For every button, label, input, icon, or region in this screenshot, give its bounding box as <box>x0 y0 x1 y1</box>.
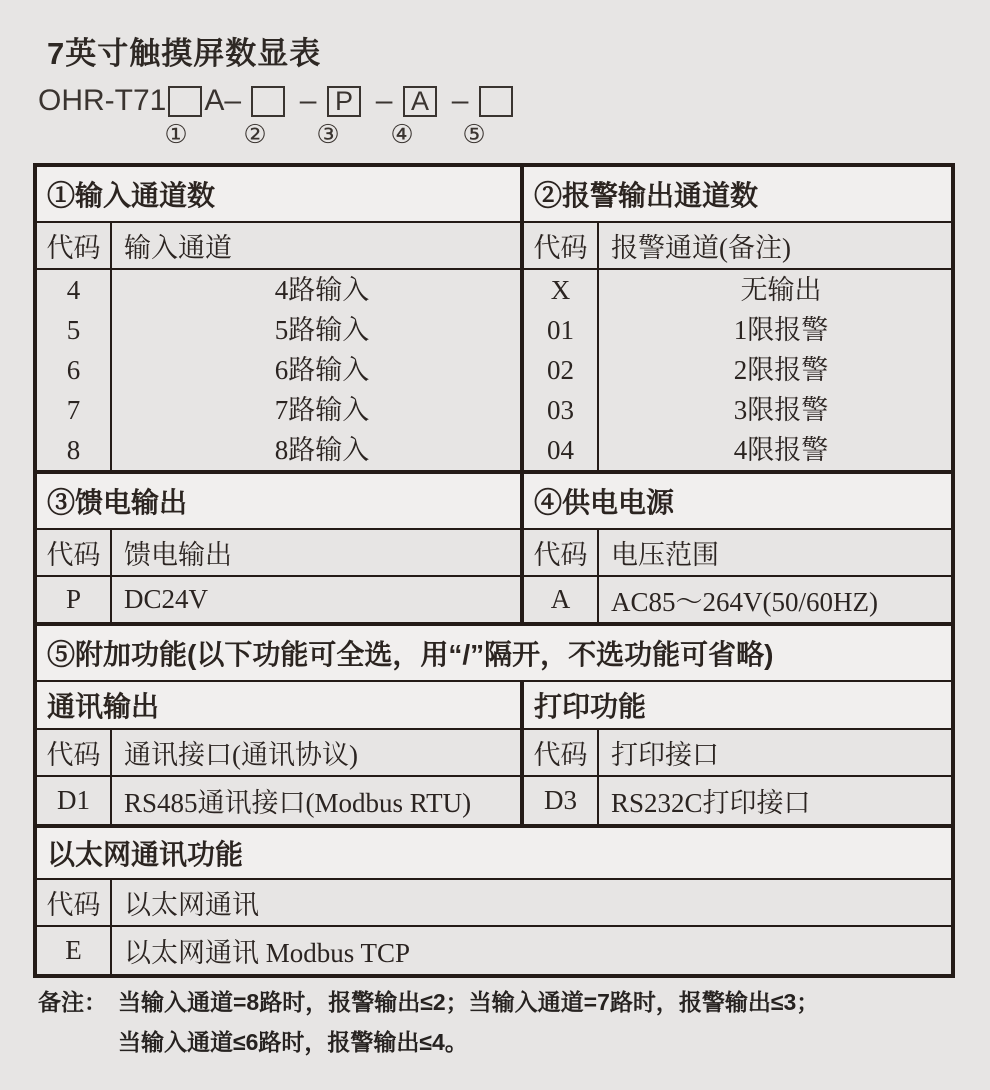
code-value: 03 <box>547 395 574 425</box>
section3-title: ③馈电输出 <box>37 474 524 528</box>
model-box-5 <box>479 86 513 117</box>
column-header-row-comm-print <box>37 728 951 775</box>
section-header-row-3-4 <box>37 470 951 528</box>
model-dash-3: – <box>451 84 469 117</box>
model-box-1 <box>168 86 202 117</box>
desc-value: 7路输入 <box>274 395 370 425</box>
subheader-row-comm-print <box>37 680 951 728</box>
section-header-row-1-2 <box>37 167 951 221</box>
code-value: E <box>37 927 112 974</box>
model-box-4: A <box>403 86 437 117</box>
ethernet-title: 以太网通讯功能 <box>37 828 951 878</box>
ethernet-header-row <box>37 824 951 878</box>
code-column-header: 代码 <box>37 880 112 925</box>
desc-value: 2限报警 <box>733 355 829 385</box>
column-header-row-1-2 <box>37 221 951 268</box>
code-value: 6 <box>66 355 81 385</box>
code-value: A <box>524 577 599 622</box>
desc-column-header: 打印接口 <box>611 740 719 770</box>
data-row-ethernet <box>37 925 951 974</box>
code-column-header: 代码 <box>524 530 599 575</box>
desc-cell-list <box>599 270 951 470</box>
marker-3: ③ <box>316 120 340 150</box>
model-box-2 <box>251 86 285 117</box>
desc-value: DC24V <box>124 584 209 614</box>
code-column-header: 代码 <box>37 530 112 575</box>
section5-title: ⑤附加功能(以下功能可全选，用“/”隔开，不选功能可省略) <box>37 626 951 680</box>
code-value: D1 <box>37 777 112 824</box>
code-value: 7 <box>66 395 81 425</box>
code-value: X <box>550 275 571 305</box>
desc-value: 1限报警 <box>733 315 829 345</box>
ordering-table <box>33 163 955 978</box>
marker-2: ② <box>243 120 267 150</box>
code-column-header: 代码 <box>524 730 599 775</box>
desc-value: 无输出 <box>740 275 822 305</box>
code-value: 02 <box>547 355 574 385</box>
code-value: 04 <box>547 435 574 465</box>
section1-title: ①输入通道数 <box>37 167 524 221</box>
model-prefix: OHR-T71 <box>38 84 167 117</box>
comm-title: 通讯输出 <box>37 682 524 728</box>
desc-column-header: 通讯接口(通讯协议) <box>124 740 358 770</box>
footnote-line-2: 当输入通道≤6路时，报警输出≤4。 <box>118 1029 468 1055</box>
code-column-header: 代码 <box>37 223 112 268</box>
section4-title: ④供电电源 <box>524 474 951 528</box>
desc-value: AC85～264V(50/60HZ) <box>611 587 878 617</box>
marker-5: ⑤ <box>462 120 486 150</box>
code-value: D3 <box>524 777 599 824</box>
marker-4: ④ <box>390 120 414 150</box>
desc-column-header: 电压范围 <box>611 540 719 570</box>
footnote-text <box>118 982 968 1062</box>
column-header-row-ethernet <box>37 878 951 925</box>
code-cell-list <box>37 270 112 470</box>
model-dash-1: – <box>299 84 317 117</box>
code-value: 01 <box>547 315 574 345</box>
desc-column-header: 以太网通讯 <box>124 890 259 920</box>
desc-column-header: 输入通道 <box>124 233 232 263</box>
code-value: 8 <box>66 435 81 465</box>
code-value: P <box>37 577 112 622</box>
code-column-header: 代码 <box>37 730 112 775</box>
section2-title: ②报警输出通道数 <box>524 167 951 221</box>
code-column-header: 代码 <box>524 223 599 268</box>
desc-value: 以太网通讯 Modbus TCP <box>124 938 411 968</box>
footnote-label: 备注： <box>38 989 107 1015</box>
desc-value: 6路输入 <box>274 355 370 385</box>
desc-column-header: 报警通道(备注) <box>611 233 791 263</box>
desc-value: 4限报警 <box>733 435 829 465</box>
desc-value: 5路输入 <box>274 315 370 345</box>
code-cell-list <box>524 270 599 470</box>
code-value: 4 <box>66 275 81 305</box>
model-segment-a: A– <box>204 84 242 117</box>
desc-value: 8路输入 <box>274 435 370 465</box>
column-header-row-3-4 <box>37 528 951 575</box>
footnote <box>38 982 968 1062</box>
desc-cell-list <box>112 270 520 470</box>
model-code-line <box>38 82 513 120</box>
model-dash-2: – <box>375 84 393 117</box>
desc-value: RS232C打印接口 <box>611 788 811 818</box>
footnote-line-1: 当输入通道=8路时，报警输出≤2；当输入通道=7路时，报警输出≤3； <box>118 989 820 1015</box>
desc-value: 4路输入 <box>274 275 370 305</box>
value-block-row-1-2 <box>37 268 951 470</box>
page-title: 7英寸触摸屏数显表 <box>47 36 322 71</box>
code-value: 5 <box>66 315 81 345</box>
desc-column-header: 馈电输出 <box>124 540 232 570</box>
section5-header-row <box>37 622 951 680</box>
print-title: 打印功能 <box>524 682 951 728</box>
model-box-3: P <box>327 86 361 117</box>
desc-value: RS485通讯接口(Modbus RTU) <box>124 788 472 818</box>
data-row-3-4 <box>37 575 951 622</box>
marker-1: ① <box>164 120 188 150</box>
data-row-comm-print <box>37 775 951 824</box>
desc-value: 3限报警 <box>733 395 829 425</box>
